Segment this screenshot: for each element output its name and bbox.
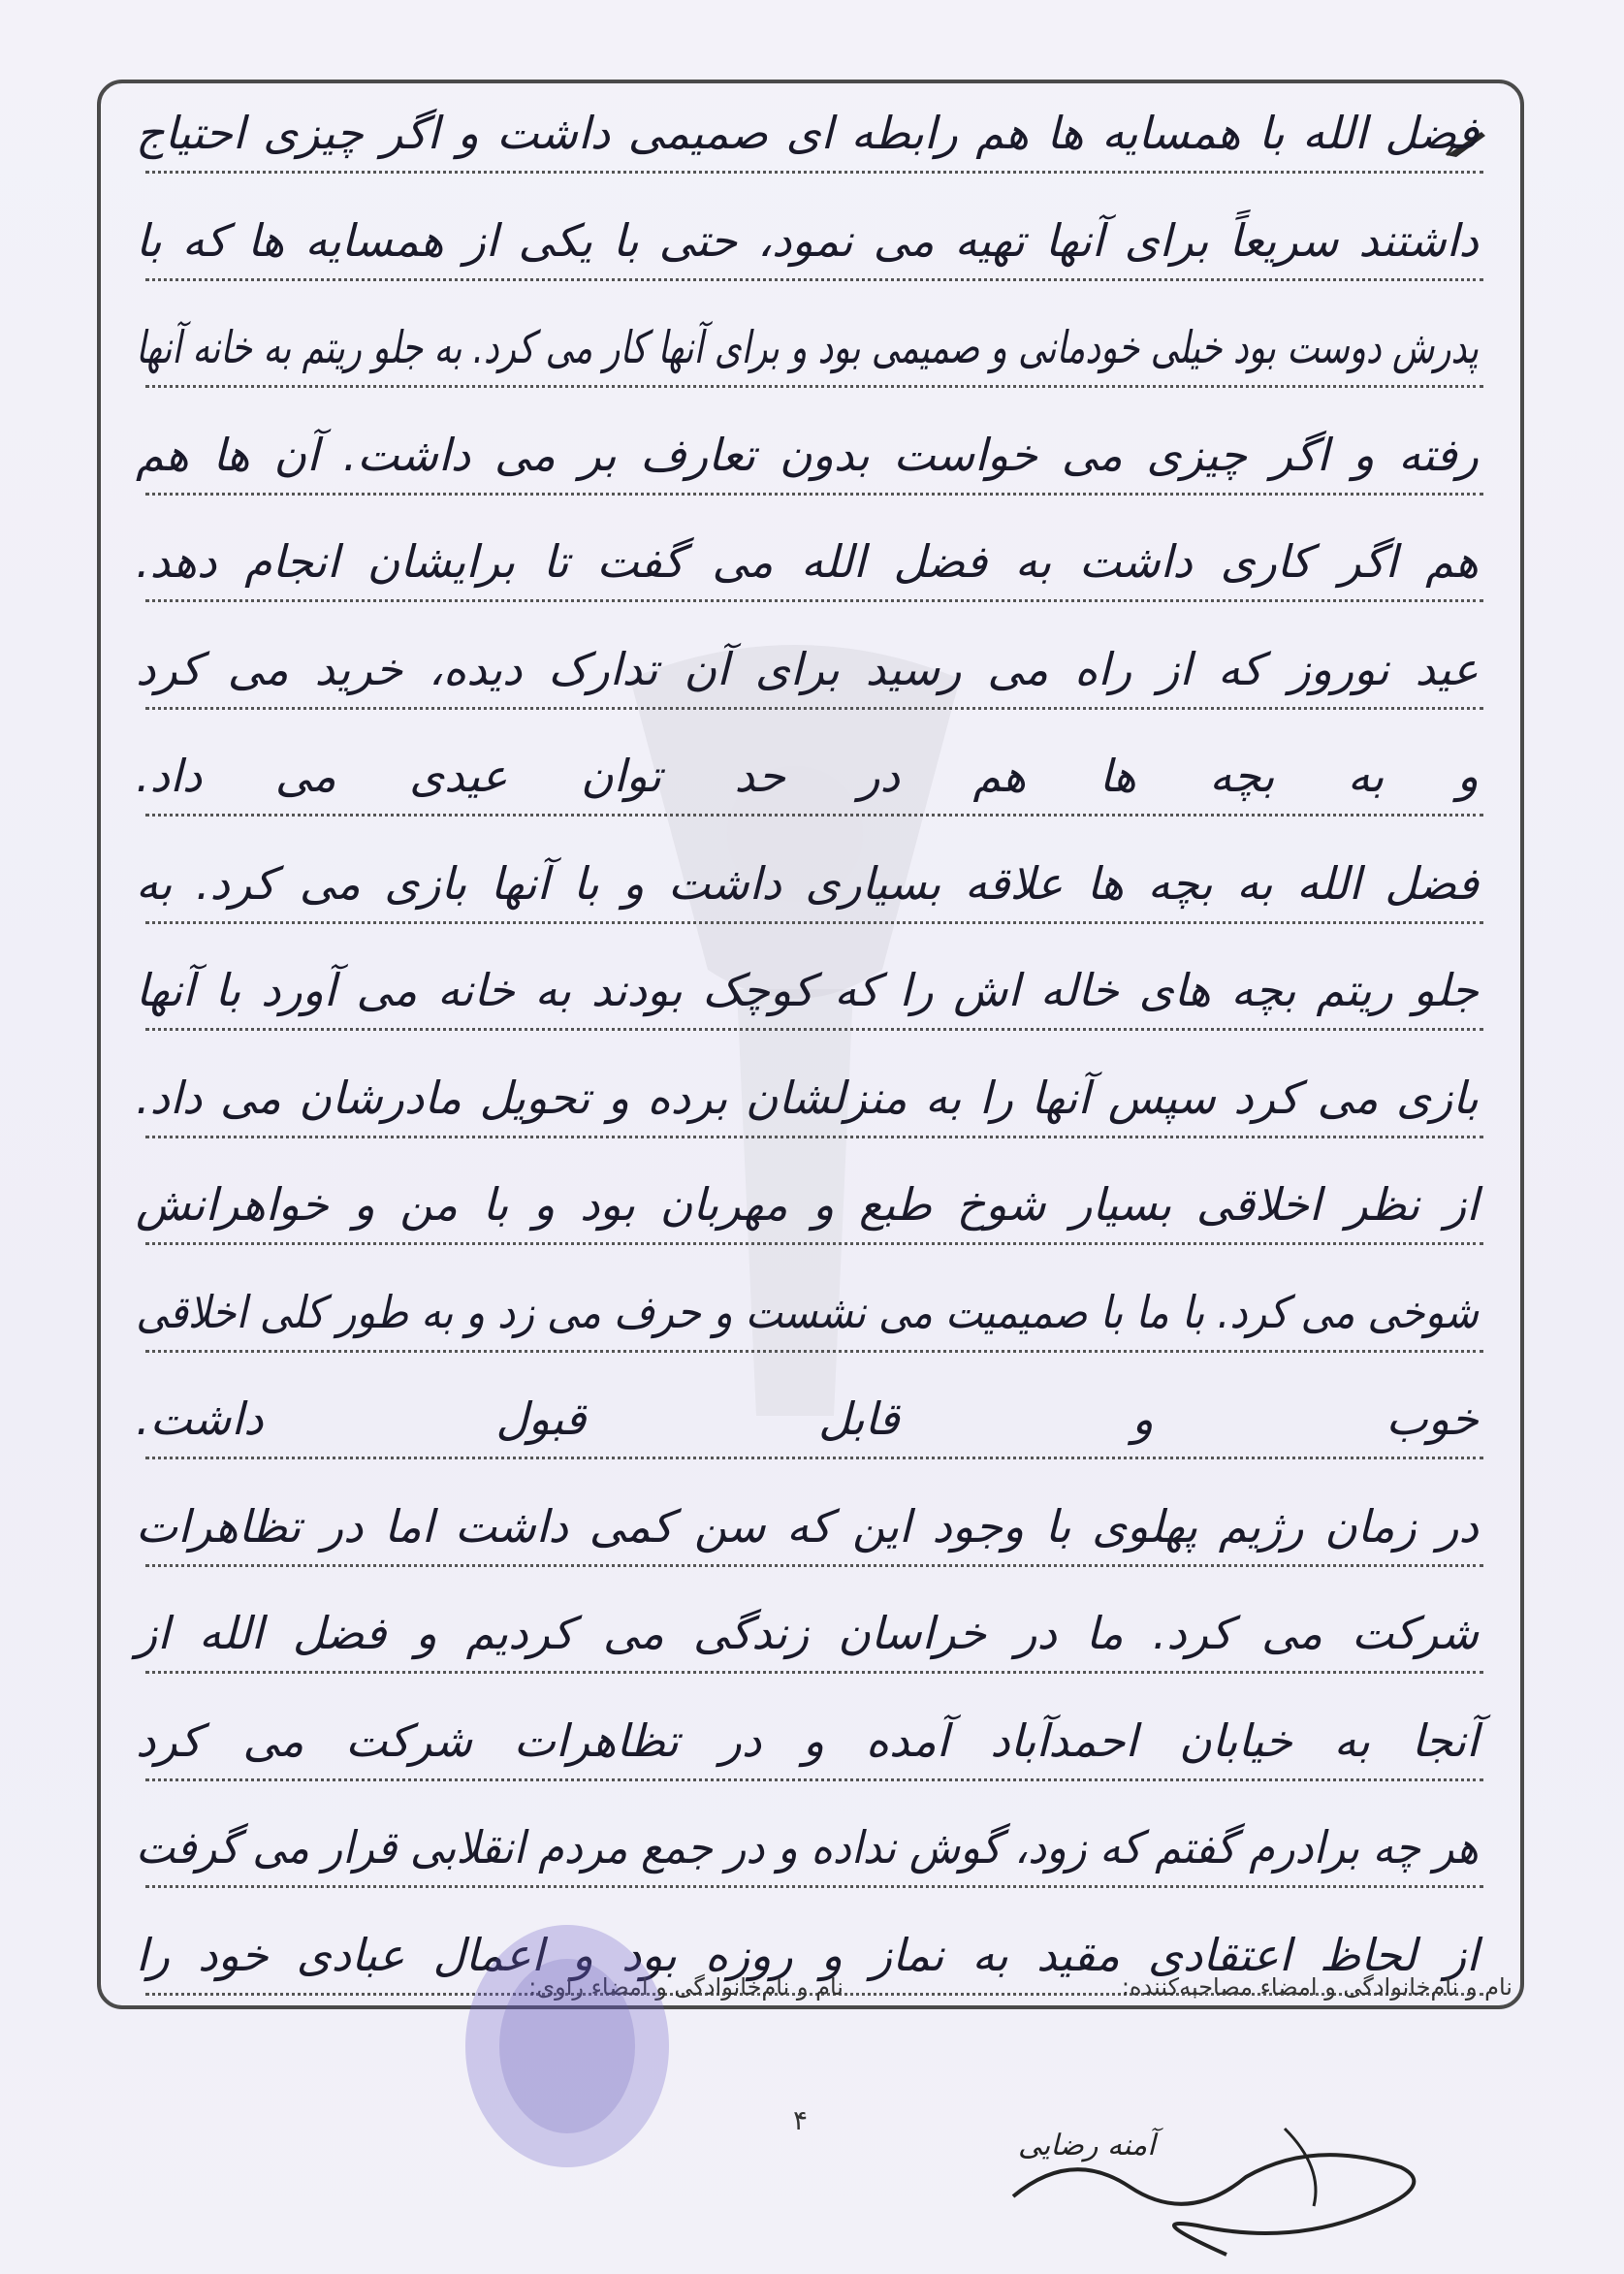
text-line: آنجا به خیابان احمدآباد آمده و در تظاهرات شرکت می کرد xyxy=(136,1714,1479,1767)
ruled-line xyxy=(145,1778,1483,1781)
ruled-line xyxy=(145,1136,1483,1138)
ruled-line xyxy=(145,1350,1483,1353)
text-line: از لحاظ اعتقادی مقید به نماز و روزه بود و اعمال عبادی خود را xyxy=(136,1928,1479,1981)
text-line: رفته و اگر چیزی می خواست بدون تعارف بر می داشت. آن ها هم xyxy=(136,428,1479,481)
ruled-line xyxy=(145,1671,1483,1674)
ruled-line xyxy=(145,171,1483,174)
ruled-line xyxy=(145,1242,1483,1245)
ruled-line xyxy=(145,278,1483,281)
text-line: داشتند سریعاً برای آنها تهیه می نمود، حتی با یکی از همسایه ها که با xyxy=(136,213,1479,267)
ruled-line xyxy=(145,921,1483,924)
ruled-line xyxy=(145,1564,1483,1567)
ruled-line xyxy=(145,1028,1483,1031)
ruled-line xyxy=(145,1885,1483,1888)
ink-stamp xyxy=(456,1915,679,2177)
text-line: از نظر اخلاقی بسیار شوخ طبع و مهربان بود و با من و خواهرانش xyxy=(136,1178,1479,1231)
text-line: هر چه برادرم گفتم که زود، گوش نداده و در جمع مردم انقلابی قرار می گرفت xyxy=(136,1821,1479,1874)
text-line: خوب و قابل قبول داشت. xyxy=(136,1393,1479,1445)
text-line: بازی می کرد سپس آنها را به منزلشان برده و تحویل مادرشان می داد. xyxy=(136,1071,1479,1124)
narrator-label: نام و نام‌خانوادگی و امضاء راوی: xyxy=(528,1973,844,2001)
ruled-line xyxy=(145,493,1483,496)
interviewer-label: نام و نام‌خانوادگی و امضاء مصاحبه‌کننده: xyxy=(1121,1973,1513,2001)
text-line: شرکت می کرد. ما در خراسان زندگی می کردیم و فضل الله از xyxy=(136,1607,1479,1659)
ruled-line xyxy=(145,385,1483,388)
text-line: عید نوروز که از راه می رسید برای آن تدارک دیده، خرید می کرد xyxy=(136,642,1479,695)
ruled-line xyxy=(145,707,1483,710)
text-line: جلو ریتم بچه های خاله اش را که کوچک بودند به خانه می آورد با آنها xyxy=(136,964,1479,1016)
ruled-line xyxy=(145,1457,1483,1459)
text-line: شوخی می کرد. با ما با صمیمیت می نشست و حرف می زد و به طور کلی اخلاقی xyxy=(136,1285,1479,1338)
text-line: و به بچه ها هم در حد توان عیدی می داد. xyxy=(136,750,1479,802)
text-line: هم اگر کاری داشت به فضل الله می گفت تا برایشان انجام دهد. xyxy=(136,535,1479,588)
ruled-line xyxy=(145,814,1483,817)
text-line: فضل الله با همسایه ها هم رابطه ای صمیمی داشت و اگر چیزی احتیاج xyxy=(136,107,1479,159)
text-line: در زمان رژیم پهلوی با وجود این که سن کمی داشت اما در تظاهرات xyxy=(136,1499,1479,1553)
signature-name: آمنه رضایی xyxy=(1018,2129,1156,2162)
page-number: ۴ xyxy=(793,2104,809,2136)
text-line: پدرش دوست بود خیلی خودمانی و صمیمی بود و برای آنها کار می کرد. به جلو ریتم به خانه آنها xyxy=(136,321,1480,373)
ruled-line xyxy=(145,599,1483,602)
text-line: فضل الله به بچه ها علاقه بسیاری داشت و با آنها بازی می کرد. به xyxy=(136,856,1479,910)
